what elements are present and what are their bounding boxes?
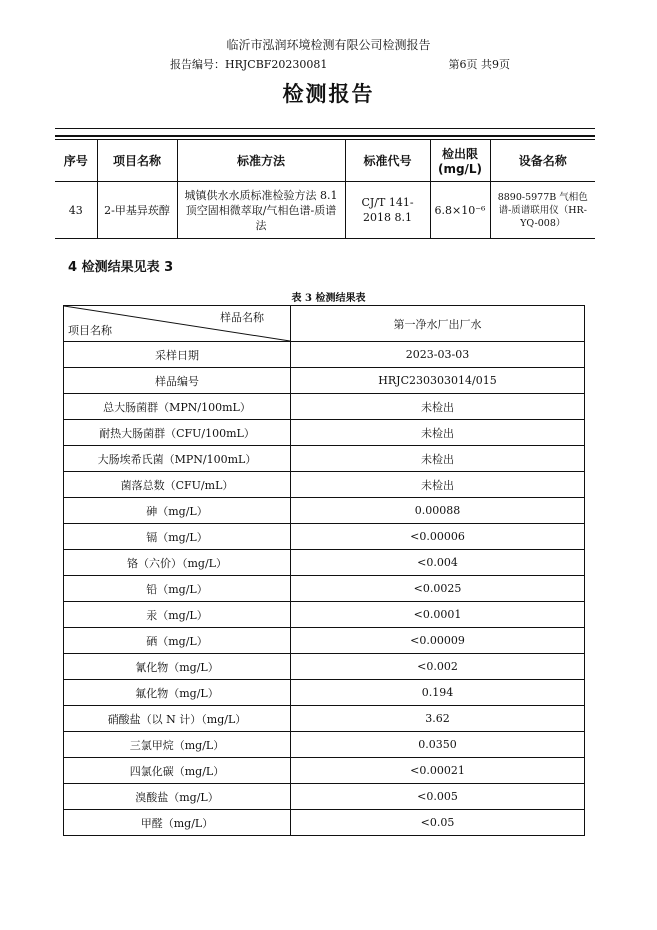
row-label: 溴酸盐（mg/L） <box>64 784 291 810</box>
row-value: <0.05 <box>291 810 585 836</box>
page-indicator: 第6页 共9页 <box>448 58 510 71</box>
table-caption: 表 3 检测结果表 <box>291 293 366 304</box>
row-label: 铬（六价）（mg/L） <box>64 550 291 576</box>
table-row <box>64 732 585 758</box>
row-label: 耐热大肠菌群（CFU/100mL） <box>64 420 291 446</box>
row-value: 0.194 <box>291 680 585 706</box>
col-header-limit: 检出限(mg/L) <box>430 140 490 182</box>
row-value: <0.00021 <box>291 758 585 784</box>
divider-thick <box>55 135 595 137</box>
table-row <box>64 680 585 706</box>
cell-limit: 6.8×10⁻⁶ <box>430 182 490 239</box>
row-label: 汞（mg/L） <box>64 602 291 628</box>
table-row <box>64 420 585 446</box>
row-value: 未检出 <box>291 472 585 498</box>
col-header-equipment: 设备名称 <box>490 140 595 182</box>
row-label: 采样日期 <box>64 342 291 368</box>
row-label: 镉（mg/L） <box>64 524 291 550</box>
cell-code: CJ/T 141-2018 8.1 <box>345 182 430 239</box>
table-row <box>64 524 585 550</box>
divider-thin <box>55 128 595 129</box>
row-value: 3.62 <box>291 706 585 732</box>
col-header-no: 序号 <box>55 140 97 182</box>
table-row <box>64 394 585 420</box>
table-row <box>64 706 585 732</box>
table-row <box>64 602 585 628</box>
report-number: 报告编号：HRJCBF20230081 <box>170 58 328 71</box>
table-row <box>64 472 585 498</box>
table-row <box>55 182 595 239</box>
cell-no: 43 <box>55 182 97 239</box>
table-row <box>64 654 585 680</box>
row-label: 硝酸盐（以 N 计）（mg/L） <box>64 706 291 732</box>
row-value: <0.0025 <box>291 576 585 602</box>
table-row <box>64 342 585 368</box>
cell-method: 城镇供水水质标准检验方法 8.1 顶空固相微萃取/气相色谱-质谱法 <box>177 182 345 239</box>
result-table <box>63 305 585 836</box>
row-value: 未检出 <box>291 420 585 446</box>
row-value: 0.00088 <box>291 498 585 524</box>
row-label: 氰化物（mg/L） <box>64 654 291 680</box>
table-row <box>64 628 585 654</box>
row-label: 菌落总数（CFU/mL） <box>64 472 291 498</box>
diagonal-header-cell <box>64 306 291 342</box>
table-row <box>64 446 585 472</box>
row-value: <0.00006 <box>291 524 585 550</box>
page-title: 检测报告 <box>282 82 375 106</box>
header-sample-label: 样品名称 <box>220 311 264 324</box>
row-value: HRJC230303014/015 <box>291 368 585 394</box>
table-row <box>64 576 585 602</box>
row-value: <0.004 <box>291 550 585 576</box>
row-value: 未检出 <box>291 394 585 420</box>
row-value: <0.00009 <box>291 628 585 654</box>
section-heading: 4 检测结果见表 3 <box>68 260 174 275</box>
row-label: 氟化物（mg/L） <box>64 680 291 706</box>
sample-name-cell: 第一净水厂出厂水 <box>291 306 585 342</box>
table-row <box>64 368 585 394</box>
row-label: 甲醛（mg/L） <box>64 810 291 836</box>
table-row <box>64 810 585 836</box>
row-value: 0.0350 <box>291 732 585 758</box>
cell-equipment: 8890-5977B 气相色谱-质谱联用仪（HR-YQ-008） <box>490 182 595 239</box>
row-label: 三氯甲烷（mg/L） <box>64 732 291 758</box>
method-table <box>55 139 595 239</box>
row-value: <0.005 <box>291 784 585 810</box>
row-value: <0.002 <box>291 654 585 680</box>
row-label: 样品编号 <box>64 368 291 394</box>
result-table-header <box>64 306 585 342</box>
method-table-header <box>55 140 595 182</box>
table-row <box>64 550 585 576</box>
row-label: 砷（mg/L） <box>64 498 291 524</box>
table-row <box>64 758 585 784</box>
col-header-code: 标准代号 <box>345 140 430 182</box>
header-item-label: 项目名称 <box>68 324 112 337</box>
row-label: 铅（mg/L） <box>64 576 291 602</box>
col-header-method: 标准方法 <box>177 140 345 182</box>
row-value: 未检出 <box>291 446 585 472</box>
row-value: <0.0001 <box>291 602 585 628</box>
row-label: 总大肠菌群（MPN/100mL） <box>64 394 291 420</box>
row-label: 硒（mg/L） <box>64 628 291 654</box>
organization-title: 临沂市泓润环境检测有限公司检测报告 <box>226 38 431 52</box>
row-label: 大肠埃希氏菌（MPN/100mL） <box>64 446 291 472</box>
row-label: 四氯化碳（mg/L） <box>64 758 291 784</box>
table-row <box>64 498 585 524</box>
col-header-item: 项目名称 <box>97 140 177 182</box>
table-row <box>64 784 585 810</box>
cell-item: 2-甲基异莰醇 <box>97 182 177 239</box>
row-value: 2023-03-03 <box>291 342 585 368</box>
